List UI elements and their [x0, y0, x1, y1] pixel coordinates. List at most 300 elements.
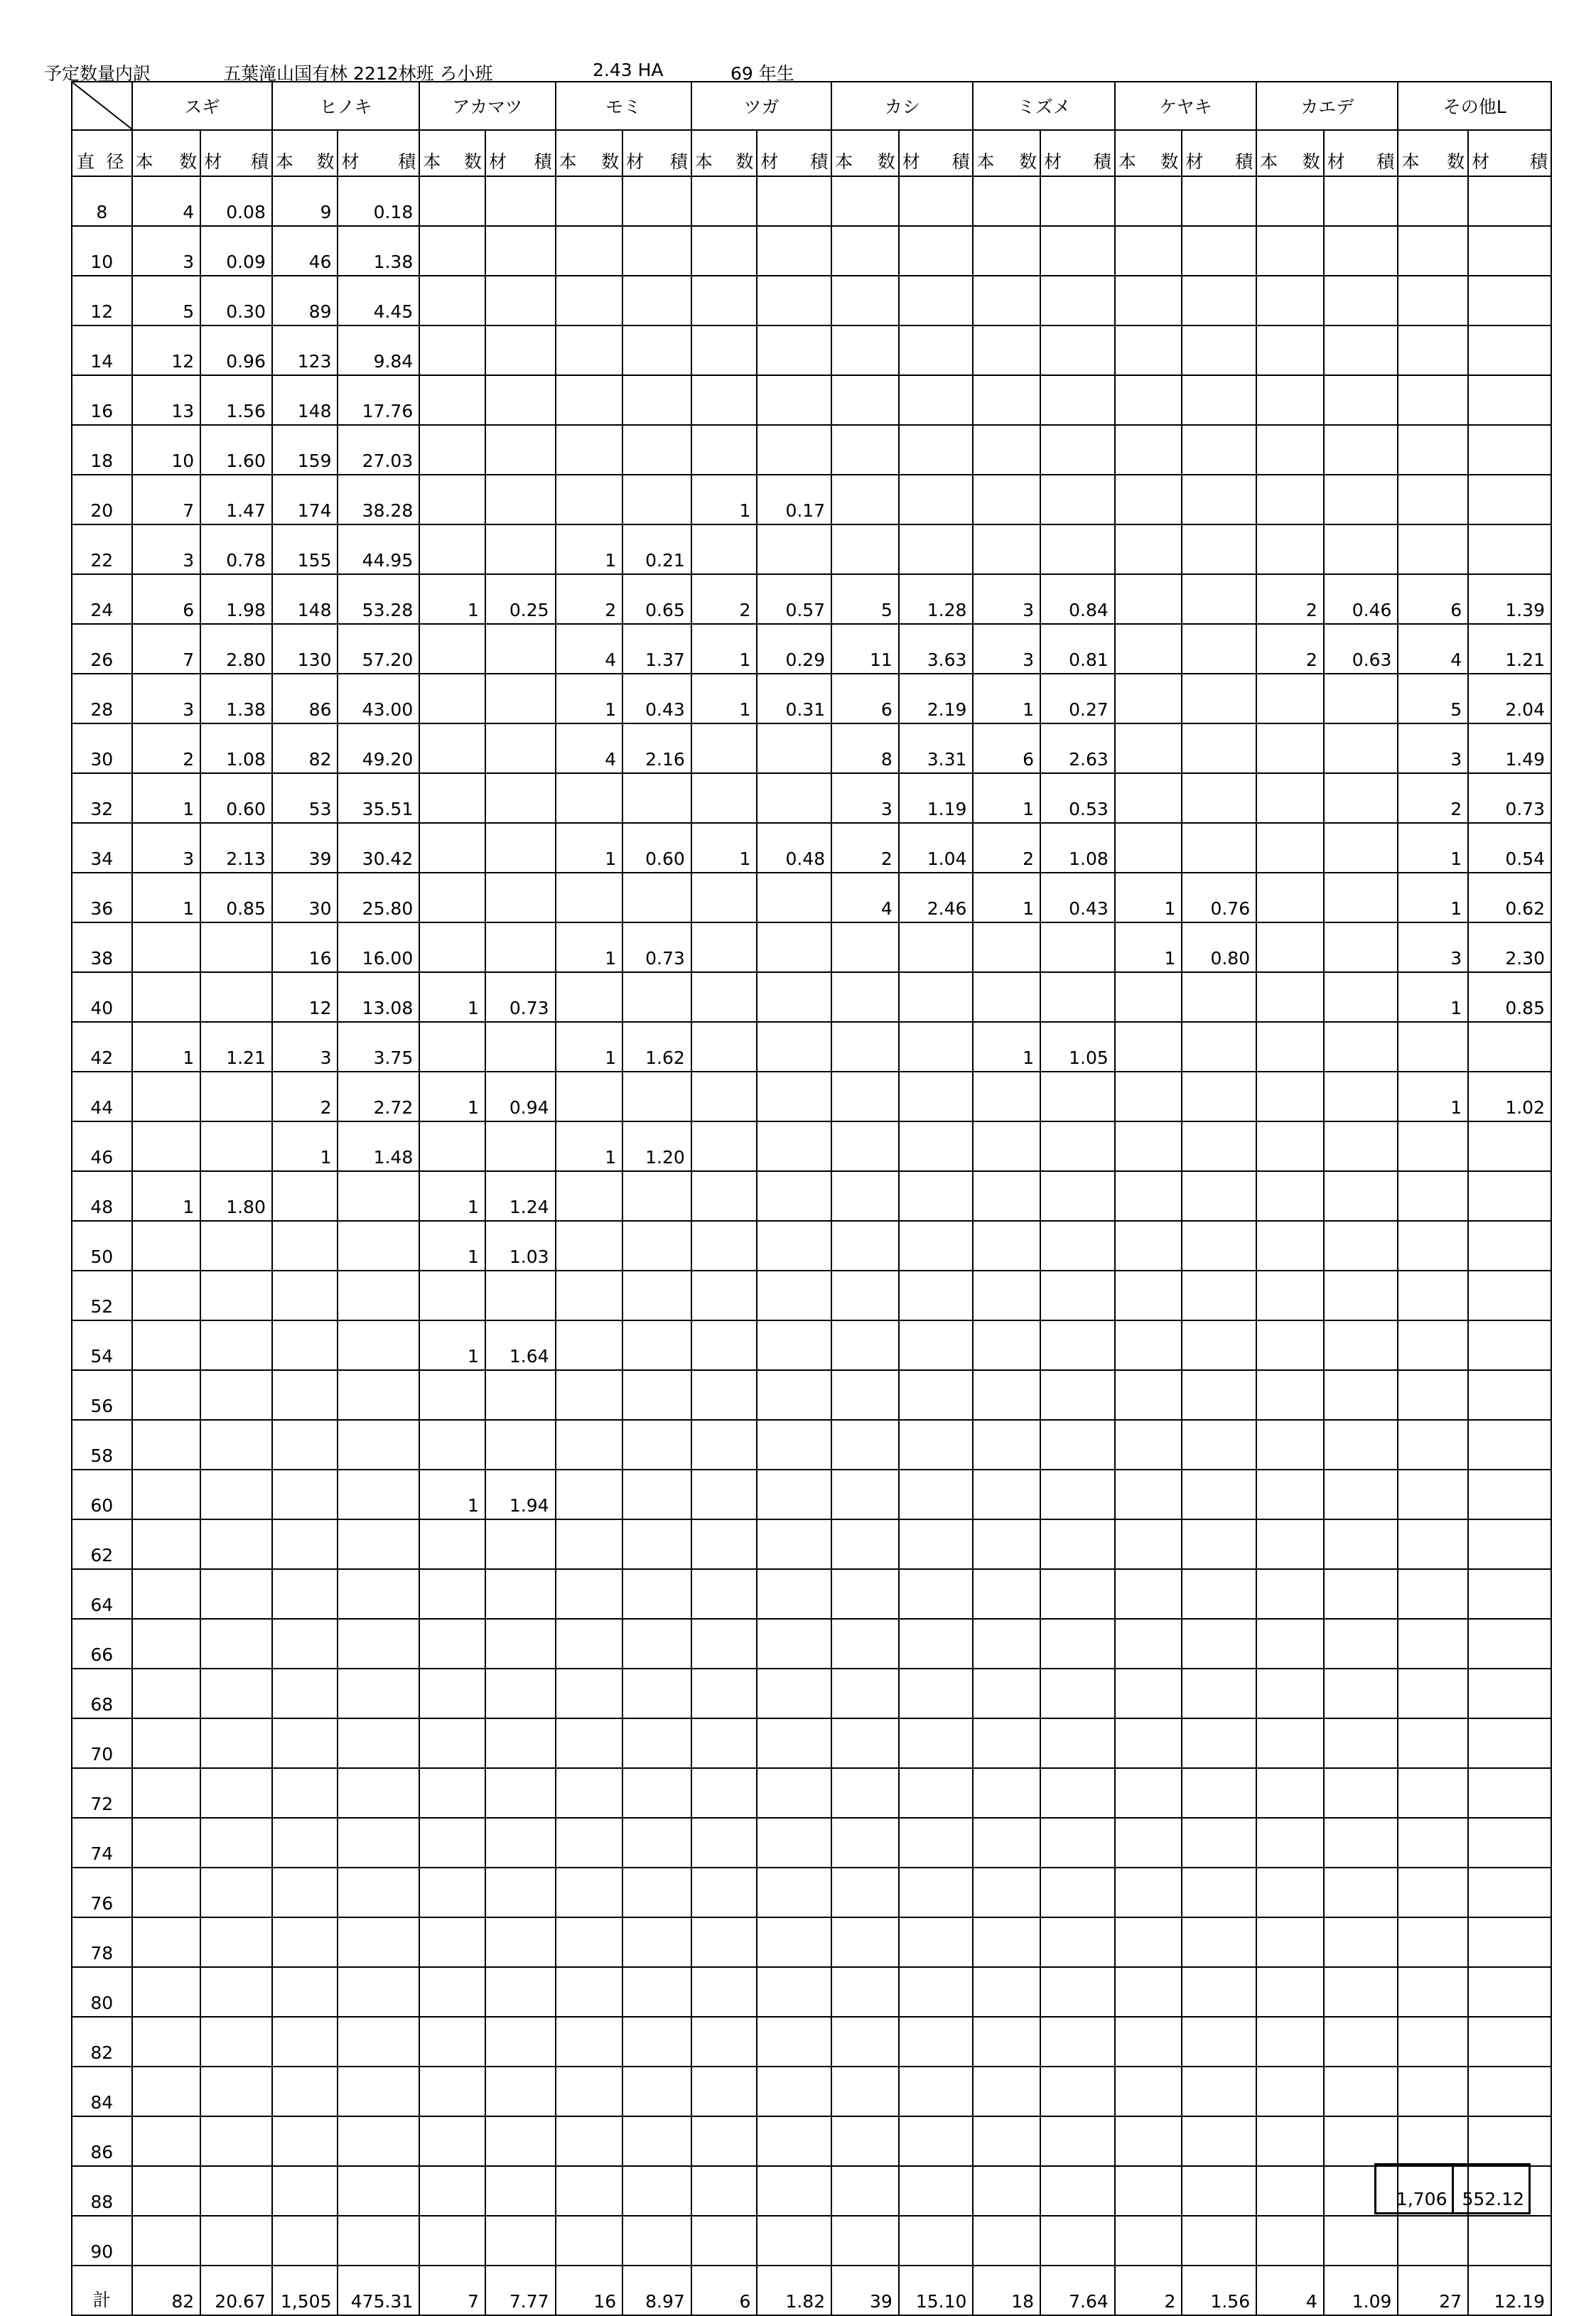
count-cell — [1398, 1320, 1468, 1370]
count-cell — [1115, 1271, 1182, 1320]
volume-cell: 1.04 — [899, 823, 974, 873]
volume-cell: 0.76 — [1182, 873, 1256, 922]
volume-cell — [1182, 1619, 1256, 1669]
diameter-cell: 64 — [72, 1569, 132, 1619]
count-cell — [973, 375, 1040, 425]
volume-cell: 0.43 — [622, 674, 691, 723]
count-cell — [973, 1370, 1040, 1420]
species-header: アカマツ — [419, 82, 555, 130]
grand-total-count: 1,706 — [1376, 2165, 1453, 2214]
volume-cell — [338, 1320, 419, 1370]
count-cell: 159 — [272, 425, 338, 475]
volume-cell — [1324, 1121, 1398, 1171]
volume-cell — [1324, 1569, 1398, 1619]
count-cell: 1 — [419, 574, 485, 624]
count-header: 本数 — [132, 130, 201, 176]
volume-cell — [622, 375, 691, 425]
count-cell — [272, 2017, 338, 2067]
volume-cell — [1182, 1768, 1256, 1818]
volume-cell — [485, 1619, 556, 1669]
count-cell — [1256, 823, 1324, 873]
count-cell — [1398, 1619, 1468, 1669]
count-cell — [419, 773, 485, 823]
volume-cell — [1324, 723, 1398, 773]
volume-cell — [1182, 1072, 1256, 1121]
count-cell — [556, 972, 623, 1022]
volume-cell — [899, 276, 974, 325]
volume-cell: 0.31 — [757, 674, 831, 723]
volume-cell — [1182, 624, 1256, 674]
volume-cell — [1040, 1768, 1115, 1818]
volume-cell — [485, 1868, 556, 1917]
volume-cell — [1182, 773, 1256, 823]
volume-cell: 0.94 — [485, 1072, 556, 1121]
volume-cell — [757, 1768, 831, 1818]
count-cell: 12 — [272, 972, 338, 1022]
count-cell — [1115, 226, 1182, 276]
diameter-cell: 44 — [72, 1072, 132, 1121]
diameter-cell: 56 — [72, 1370, 132, 1420]
table-row — [72, 1818, 1551, 1868]
count-cell — [272, 1470, 338, 1519]
count-cell — [973, 475, 1040, 524]
count-cell — [132, 1619, 201, 1669]
volume-cell — [1468, 226, 1551, 276]
volume-cell — [338, 1271, 419, 1320]
count-cell — [272, 1967, 338, 2017]
count-cell: 148 — [272, 574, 338, 624]
volume-cell: 0.80 — [1182, 922, 1256, 972]
table-row — [72, 1320, 1551, 1370]
count-cell — [691, 2166, 757, 2216]
count-cell — [831, 922, 899, 972]
count-cell — [973, 1818, 1040, 1868]
volume-cell — [757, 2017, 831, 2067]
volume-cell — [1324, 1917, 1398, 1967]
volume-cell — [485, 276, 556, 325]
count-cell — [691, 1121, 757, 1171]
volume-cell — [1468, 1619, 1551, 1669]
volume-cell — [485, 2067, 556, 2116]
count-cell — [132, 1470, 201, 1519]
count-cell — [1256, 2017, 1324, 2067]
volume-cell: 30.42 — [338, 823, 419, 873]
count-cell — [691, 176, 757, 226]
count-cell — [419, 1121, 485, 1171]
count-cell — [1398, 1171, 1468, 1221]
count-cell — [419, 624, 485, 674]
count-cell — [272, 1718, 338, 1768]
count-cell: 1 — [419, 1320, 485, 1370]
volume-cell: 0.73 — [1468, 773, 1551, 823]
volume-cell — [1324, 1420, 1398, 1470]
total-count-cell: 7 — [419, 2266, 485, 2315]
count-header: 本数 — [1398, 130, 1468, 176]
count-cell — [1256, 1271, 1324, 1320]
count-cell — [973, 276, 1040, 325]
diameter-cell: 78 — [72, 1917, 132, 1967]
count-cell — [831, 1121, 899, 1171]
count-cell: 3 — [831, 773, 899, 823]
count-cell — [132, 2166, 201, 2216]
volume-cell: 2.72 — [338, 1072, 419, 1121]
count-cell: 30 — [272, 873, 338, 922]
count-cell — [1398, 1917, 1468, 1967]
volume-cell — [1040, 972, 1115, 1022]
count-cell: 123 — [272, 325, 338, 375]
volume-cell — [899, 1718, 974, 1768]
volume-cell — [622, 1669, 691, 1718]
count-cell — [556, 325, 623, 375]
count-cell — [1256, 922, 1324, 972]
count-cell — [132, 1569, 201, 1619]
count-cell — [973, 1967, 1040, 2017]
count-cell — [1398, 1718, 1468, 1768]
count-cell — [1115, 276, 1182, 325]
count-cell — [556, 425, 623, 475]
count-cell — [419, 1370, 485, 1420]
volume-cell — [200, 1320, 272, 1370]
count-cell — [556, 375, 623, 425]
volume-cell — [757, 873, 831, 922]
count-cell — [1256, 1768, 1324, 1818]
count-cell — [973, 2116, 1040, 2166]
stand-area: 2.43 HA — [593, 60, 664, 80]
volume-cell: 1.05 — [1040, 1022, 1115, 1072]
count-cell — [973, 1619, 1040, 1669]
table-row — [72, 524, 1551, 574]
count-cell — [419, 2116, 485, 2166]
volume-cell: 1.48 — [338, 1121, 419, 1171]
volume-cell — [899, 1768, 974, 1818]
volume-cell — [200, 1221, 272, 1271]
volume-cell: 1.02 — [1468, 1072, 1551, 1121]
count-cell — [973, 425, 1040, 475]
volume-cell — [1324, 922, 1398, 972]
count-cell — [831, 524, 899, 574]
count-cell — [419, 176, 485, 226]
count-cell — [973, 1320, 1040, 1370]
count-cell — [1398, 524, 1468, 574]
count-cell — [1115, 1171, 1182, 1221]
volume-cell — [200, 1519, 272, 1569]
volume-cell — [899, 922, 974, 972]
count-cell — [1115, 1022, 1182, 1072]
diameter-cell: 66 — [72, 1619, 132, 1669]
volume-cell — [338, 1768, 419, 1818]
count-cell — [1115, 1121, 1182, 1171]
volume-cell — [200, 1470, 272, 1519]
volume-cell: 17.76 — [338, 375, 419, 425]
volume-cell — [622, 1818, 691, 1868]
volume-cell — [200, 2166, 272, 2216]
count-cell — [132, 2216, 201, 2266]
volume-cell — [899, 1967, 974, 2017]
count-cell: 6 — [831, 674, 899, 723]
count-cell — [973, 1669, 1040, 1718]
volume-cell — [1468, 1967, 1551, 2017]
volume-cell: 0.53 — [1040, 773, 1115, 823]
count-cell — [691, 2017, 757, 2067]
count-cell — [1256, 375, 1324, 425]
volume-cell — [200, 1271, 272, 1320]
volume-cell — [757, 1569, 831, 1619]
table-row — [72, 176, 1551, 226]
diameter-cell: 26 — [72, 624, 132, 674]
count-cell — [1256, 1818, 1324, 1868]
count-cell — [419, 1619, 485, 1669]
count-cell — [691, 773, 757, 823]
volume-cell: 1.38 — [200, 674, 272, 723]
volume-cell: 0.73 — [622, 922, 691, 972]
volume-cell — [757, 276, 831, 325]
volume-cell — [1040, 2116, 1115, 2166]
subheader-row — [72, 130, 1551, 176]
volume-cell — [622, 226, 691, 276]
count-cell — [556, 2216, 623, 2266]
species-header-row — [72, 82, 1551, 130]
volume-cell — [1182, 574, 1256, 624]
corner-cell — [72, 82, 132, 130]
volume-cell: 1.98 — [200, 574, 272, 624]
volume-cell — [757, 1718, 831, 1768]
count-cell — [831, 1818, 899, 1868]
volume-cell — [1468, 176, 1551, 226]
volume-cell — [622, 1271, 691, 1320]
volume-cell: 2.30 — [1468, 922, 1551, 972]
volume-cell: 1.21 — [200, 1022, 272, 1072]
count-cell — [691, 873, 757, 922]
diameter-cell: 8 — [72, 176, 132, 226]
volume-cell — [757, 425, 831, 475]
diameter-cell: 90 — [72, 2216, 132, 2266]
count-cell — [419, 1420, 485, 1470]
count-cell — [132, 1271, 201, 1320]
count-cell — [556, 1072, 623, 1121]
volume-cell — [899, 1221, 974, 1271]
volume-cell — [899, 226, 974, 276]
total-count-cell: 16 — [556, 2266, 623, 2315]
total-volume-cell: 1.56 — [1182, 2266, 1256, 2315]
count-cell — [973, 1470, 1040, 1519]
volume-cell — [622, 1420, 691, 1470]
diameter-cell: 24 — [72, 574, 132, 624]
count-cell — [1398, 1470, 1468, 1519]
table-row — [72, 1768, 1551, 1818]
volume-cell: 0.84 — [1040, 574, 1115, 624]
count-cell: 1 — [1398, 873, 1468, 922]
count-cell — [831, 2067, 899, 2116]
volume-cell — [1324, 1470, 1398, 1519]
table-row — [72, 226, 1551, 276]
volume-cell — [1182, 1917, 1256, 1967]
volume-cell — [338, 1519, 419, 1569]
diameter-cell: 10 — [72, 226, 132, 276]
diameter-cell: 34 — [72, 823, 132, 873]
volume-cell: 2.80 — [200, 624, 272, 674]
volume-cell — [1040, 325, 1115, 375]
volume-cell — [338, 1868, 419, 1917]
count-cell — [831, 1718, 899, 1768]
volume-cell — [899, 1320, 974, 1370]
volume-cell: 1.08 — [1040, 823, 1115, 873]
volume-cell — [757, 1868, 831, 1917]
volume-cell — [1468, 2017, 1551, 2067]
count-cell: 2 — [831, 823, 899, 873]
volume-cell — [1040, 2017, 1115, 2067]
diameter-cell: 40 — [72, 972, 132, 1022]
total-volume-cell: 1.82 — [757, 2266, 831, 2315]
count-cell — [556, 176, 623, 226]
count-cell — [973, 2067, 1040, 2116]
count-cell — [556, 226, 623, 276]
diameter-cell: 60 — [72, 1470, 132, 1519]
volume-cell — [485, 2017, 556, 2067]
volume-cell — [1182, 1519, 1256, 1569]
volume-cell: 3.75 — [338, 1022, 419, 1072]
count-cell: 2 — [691, 574, 757, 624]
volume-cell: 0.17 — [757, 475, 831, 524]
volume-cell — [757, 1370, 831, 1420]
volume-cell — [200, 1917, 272, 1967]
volume-cell — [1040, 1569, 1115, 1619]
count-cell — [691, 1022, 757, 1072]
volume-cell: 1.38 — [338, 226, 419, 276]
count-cell — [973, 2216, 1040, 2266]
count-cell: 82 — [272, 723, 338, 773]
count-cell — [1256, 1519, 1324, 1569]
volume-cell — [622, 1768, 691, 1818]
volume-cell: 1.21 — [1468, 624, 1551, 674]
count-cell — [973, 176, 1040, 226]
volume-cell — [1182, 276, 1256, 325]
volume-cell: 1.47 — [200, 475, 272, 524]
volume-cell — [757, 1221, 831, 1271]
volume-cell — [899, 2166, 974, 2216]
volume-cell — [1324, 1519, 1398, 1569]
volume-cell — [757, 1072, 831, 1121]
count-cell: 4 — [1398, 624, 1468, 674]
volume-cell: 38.28 — [338, 475, 419, 524]
volume-cell — [1324, 1221, 1398, 1271]
count-cell — [419, 723, 485, 773]
volume-cell — [757, 1121, 831, 1171]
volume-cell — [1324, 1320, 1398, 1370]
count-cell — [973, 1072, 1040, 1121]
volume-cell — [485, 325, 556, 375]
volume-cell — [200, 2216, 272, 2266]
volume-cell — [1182, 475, 1256, 524]
table-row — [72, 1221, 1551, 1271]
count-cell — [1256, 1718, 1324, 1768]
volume-cell — [757, 1967, 831, 2017]
volume-cell — [757, 1619, 831, 1669]
count-cell — [1115, 1669, 1182, 1718]
table-row — [72, 375, 1551, 425]
volume-cell — [485, 176, 556, 226]
count-cell — [831, 1171, 899, 1221]
diameter-cell: 38 — [72, 922, 132, 972]
count-cell — [132, 1320, 201, 1370]
count-cell: 13 — [132, 375, 201, 425]
count-cell — [1398, 1868, 1468, 1917]
count-cell: 16 — [272, 922, 338, 972]
volume-cell — [622, 1868, 691, 1917]
diameter-cell: 12 — [72, 276, 132, 325]
count-cell — [132, 1768, 201, 1818]
count-cell: 6 — [973, 723, 1040, 773]
volume-cell — [1324, 873, 1398, 922]
volume-cell — [1040, 1171, 1115, 1221]
volume-cell: 1.39 — [1468, 574, 1551, 624]
count-cell — [272, 2116, 338, 2166]
volume-cell — [899, 1669, 974, 1718]
volume-cell — [899, 1370, 974, 1420]
volume-cell — [1324, 1171, 1398, 1221]
volume-cell: 0.09 — [200, 226, 272, 276]
volume-cell — [200, 2017, 272, 2067]
volume-cell: 1.24 — [485, 1171, 556, 1221]
count-cell: 1 — [556, 1022, 623, 1072]
count-cell — [556, 1768, 623, 1818]
table-row — [72, 823, 1551, 873]
count-cell — [1115, 773, 1182, 823]
volume-cell — [1324, 674, 1398, 723]
count-cell — [1256, 325, 1324, 375]
count-cell — [419, 2216, 485, 2266]
volume-cell: 43.00 — [338, 674, 419, 723]
table-row — [72, 1619, 1551, 1669]
volume-cell — [1040, 1519, 1115, 1569]
count-cell — [556, 773, 623, 823]
volume-cell: 1.80 — [200, 1171, 272, 1221]
count-cell — [691, 1221, 757, 1271]
volume-cell: 1.20 — [622, 1121, 691, 1171]
volume-cell — [338, 2067, 419, 2116]
total-count-cell: 39 — [831, 2266, 899, 2315]
count-cell: 1 — [556, 922, 623, 972]
volume-cell — [622, 1619, 691, 1669]
volume-cell — [1468, 524, 1551, 574]
count-cell — [272, 2216, 338, 2266]
count-cell: 3 — [132, 823, 201, 873]
count-cell — [556, 1221, 623, 1271]
count-cell — [419, 1768, 485, 1818]
volume-cell — [757, 2067, 831, 2116]
count-cell — [272, 1271, 338, 1320]
count-cell — [272, 1420, 338, 1470]
total-count-cell: 18 — [973, 2266, 1040, 2315]
volume-cell — [1324, 2116, 1398, 2166]
volume-cell — [1182, 1868, 1256, 1917]
diameter-cell: 74 — [72, 1818, 132, 1868]
volume-cell — [1324, 524, 1398, 574]
volume-cell — [757, 2116, 831, 2166]
table-row — [72, 922, 1551, 972]
count-cell — [691, 1470, 757, 1519]
count-cell — [272, 1320, 338, 1370]
volume-cell — [622, 1519, 691, 1569]
volume-cell: 0.30 — [200, 276, 272, 325]
volume-cell — [1324, 1072, 1398, 1121]
species-header: ミズメ — [973, 82, 1114, 130]
volume-cell — [1040, 1669, 1115, 1718]
table-row — [72, 276, 1551, 325]
count-cell — [973, 226, 1040, 276]
volume-cell — [899, 1072, 974, 1121]
count-cell — [1398, 2216, 1468, 2266]
count-cell: 2 — [973, 823, 1040, 873]
